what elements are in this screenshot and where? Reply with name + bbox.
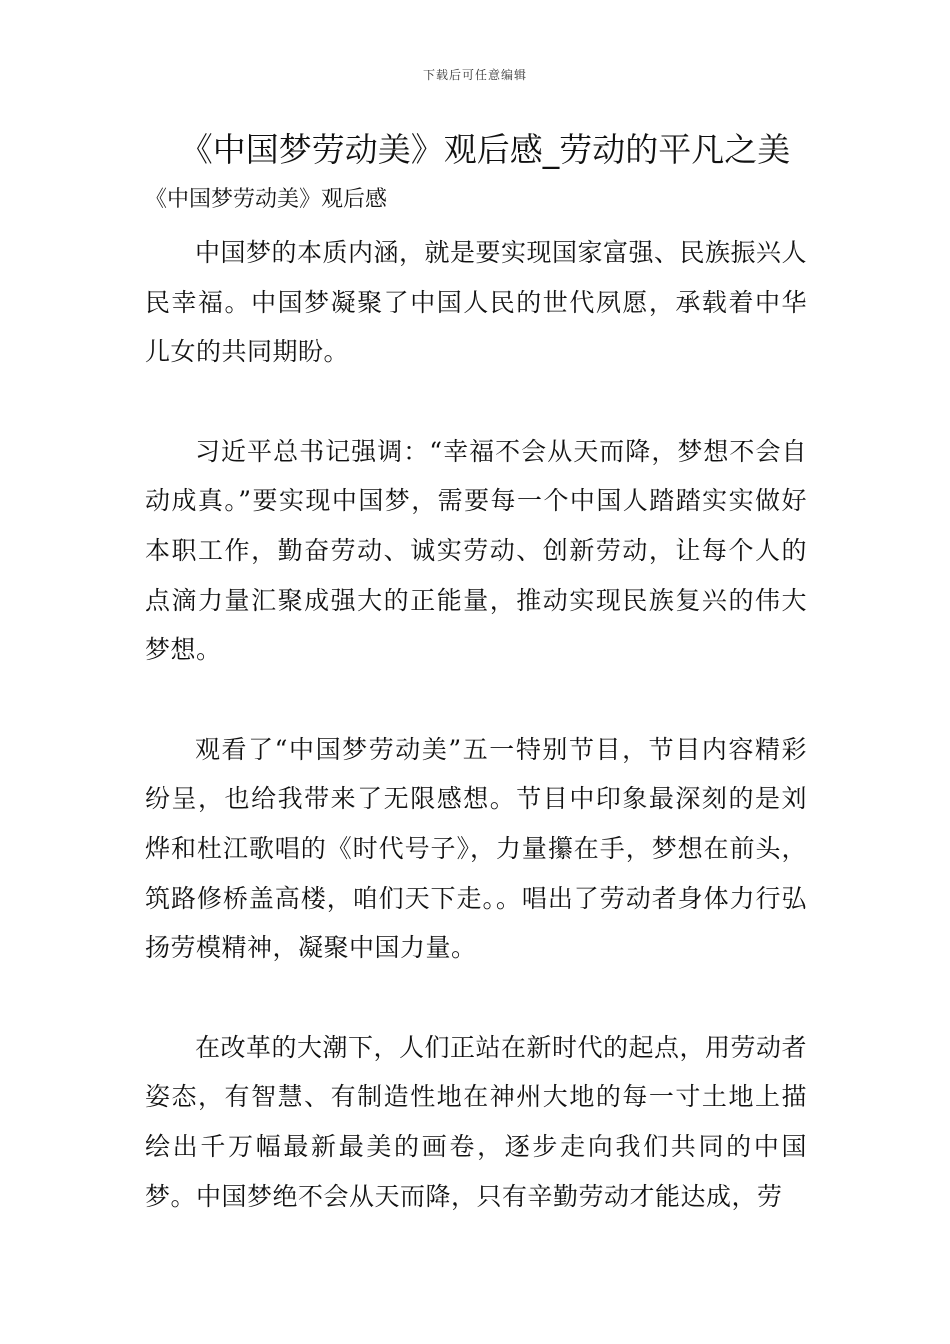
paragraph: 在改革的大潮下，人们正站在新时代的起点，用劳动者姿态，有智慧、有制造性地在神州大地的每一寸土地上描绘出千万幅最新最美的画卷，逐步走向我们共同的中国梦。中国梦绝不会从天而降，只有辛勤劳动才能达成，劳 [145,1032,808,1211]
paragraph: 习近平总书记强调：“幸福不会从天而降，梦想不会自动成真。”要实现中国梦，需要每一个中国人踏踏实实做好本职工作，勤奋劳动、诚实劳动、创新劳动，让每个人的点滴力量汇聚成强大的正能量，推动实现民族复兴的伟大梦想。 [145,436,807,665]
header-note: 下载后可任意编辑 [422,68,527,82]
paragraph-gap [145,377,807,427]
document-body [145,228,807,1221]
paragraph-gap [145,675,807,725]
paragraph-gap [145,973,807,1023]
document-title: 《中国梦劳动美》观后感_劳动的平凡之美 [179,130,791,169]
paragraph: 中国梦的本质内涵，就是要实现国家富强、民族振兴人民幸福。中国梦凝聚了中国人民的世代夙愿，承载着中华儿女的共同期盼。 [145,238,808,367]
document-subtitle: 《中国梦劳动美》观后感 [145,187,388,212]
paragraph: 观看了“中国梦劳动美”五一特别节目，节目内容精彩纷呈，也给我带来了无限感想。节目中印象最深刻的是刘烨和杜江歌唱的《时代号子》，力量攥在手，梦想在前头，筑路修桥盖高楼，咱们天下走。。唱出了劳动者身体力行弘扬劳模精神，凝聚中国力量。 [145,734,807,963]
